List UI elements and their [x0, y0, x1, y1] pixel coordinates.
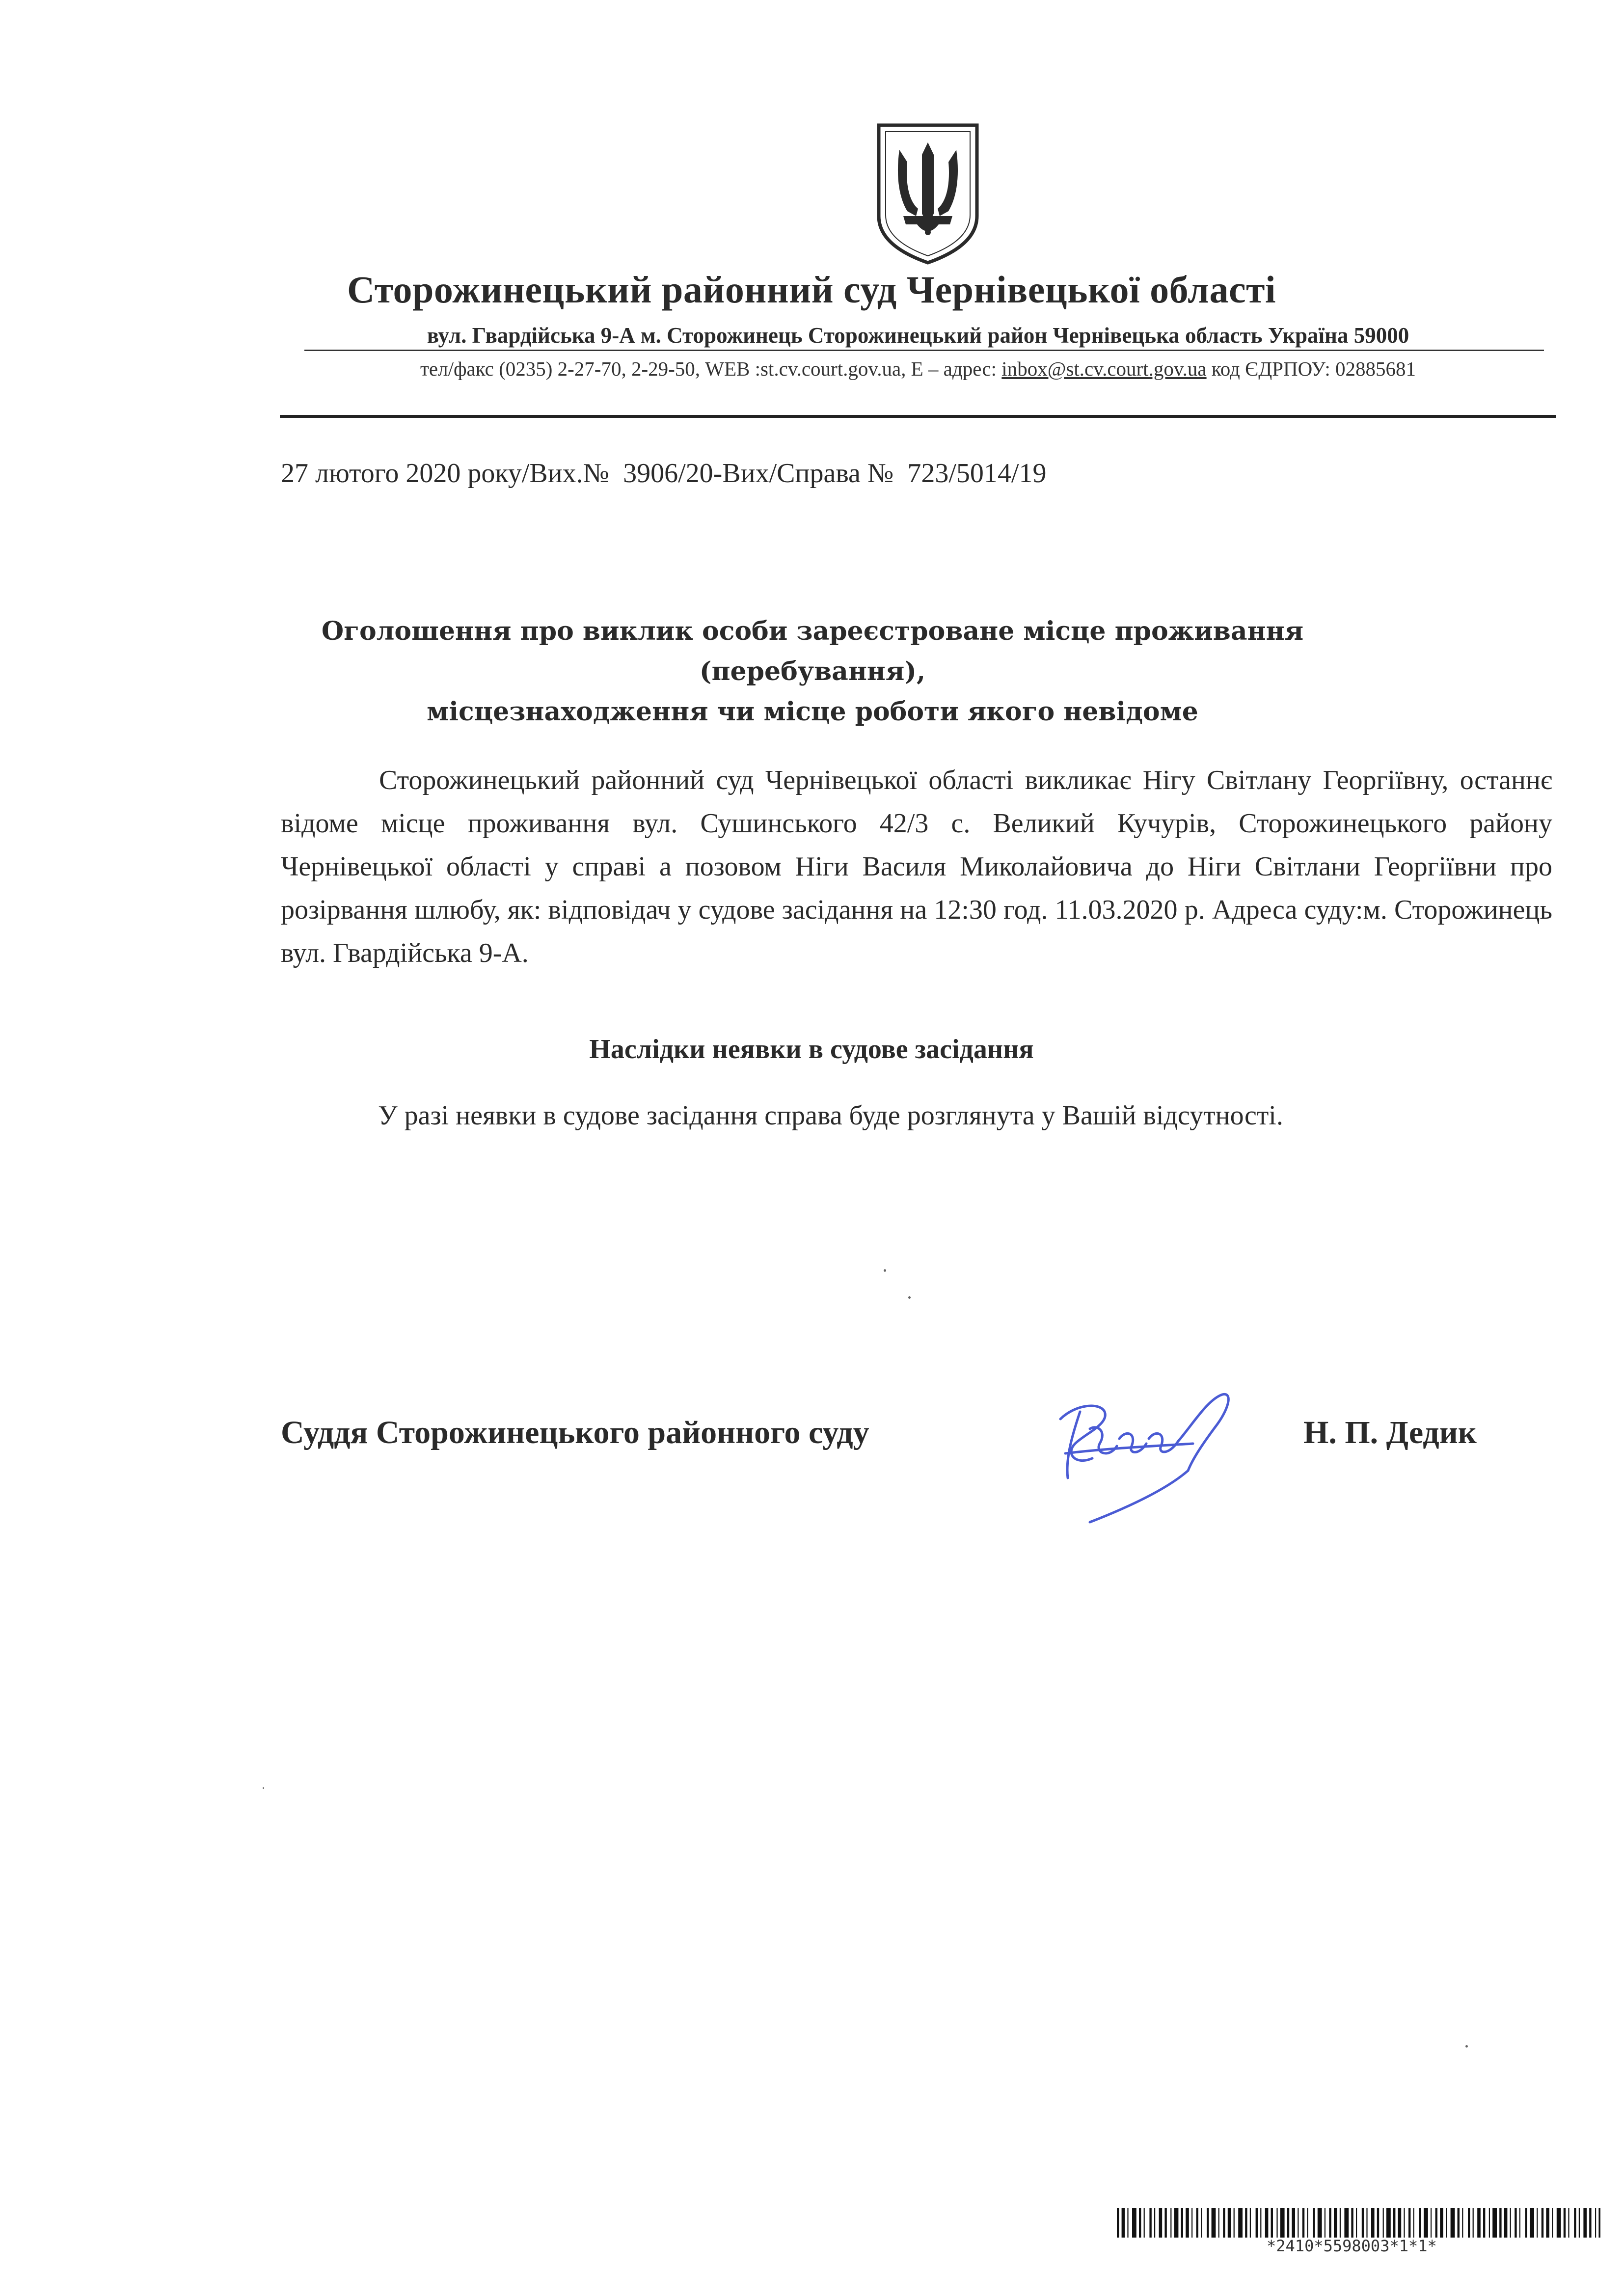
barcode-bar	[1122, 2208, 1125, 2238]
notice-body: Сторожинецький районний суд Чернівецької області викликає Нігу Світлану Георгіївну, останнє відоме місце проживання вул. Сушинського 42/3 с. Великий Кучурів, Сторожинецького району Чернівецької області у справі а позовом Ніги Василя Миколайовича до Ніги Світлани Георгіївни про розірвання шлюбу, як: відповідач у судове засідання на 12:30 год. 11.03.2020 р. Адреса суду:м. Сторожинець вул. Гвардійська 9-А.	[281, 765, 1552, 968]
consequences-title: Наслідки неявки в судове засідання	[589, 1034, 1034, 1065]
scan-speck	[908, 1296, 911, 1299]
barcode-bar	[1473, 2208, 1474, 2238]
barcode-bar	[1371, 2208, 1375, 2238]
barcode-bar	[1313, 2208, 1315, 2238]
barcode-bar	[1598, 2208, 1600, 2238]
barcode-bar	[1362, 2208, 1364, 2238]
consequences-text: У разі неявки в судове засідання справа буде розглянута у Вашій відсутності.	[378, 1100, 1283, 1131]
barcode-bar	[1201, 2208, 1202, 2238]
barcode-bar	[1212, 2208, 1216, 2238]
barcode-bar	[1329, 2208, 1331, 2238]
barcode-bar	[1144, 2208, 1145, 2238]
barcode-bar	[1413, 2208, 1414, 2238]
contacts-prefix: тел/факс (0235) 2-27-70, 2-29-50, WEB :st.cv.court.gov.ua, Е – адрес:	[420, 357, 1002, 380]
judge-name: Н. П. Дедик	[1303, 1415, 1477, 1450]
court-contacts	[295, 357, 1542, 381]
barcode-bar	[1276, 2208, 1277, 2238]
barcode-bar	[1127, 2208, 1128, 2238]
barcode-bar	[1234, 2208, 1235, 2238]
reference-line: 27 лютого 2020 року/Вих.№ 3906/20-Вих/Справа № 723/5014/19	[281, 458, 1047, 489]
header-divider	[280, 415, 1556, 418]
barcode-bar	[1302, 2208, 1304, 2238]
barcode-bar	[1515, 2208, 1516, 2238]
scan-speck	[1465, 2045, 1468, 2048]
barcode-bar	[1318, 2208, 1322, 2238]
barcode-bar	[1408, 2208, 1410, 2238]
barcode-bar	[1132, 2208, 1136, 2238]
barcode-bar	[1564, 2208, 1566, 2238]
barcode-bar	[1181, 2208, 1183, 2238]
barcode-bar	[1499, 2208, 1501, 2238]
barcode-bar	[1435, 2208, 1437, 2238]
barcode-bar	[1250, 2208, 1251, 2238]
barcode-bar	[1245, 2208, 1247, 2238]
barcode-bar	[1265, 2208, 1269, 2238]
barcode-bar	[1287, 2208, 1289, 2238]
barcode-bar	[1159, 2208, 1163, 2238]
barcode-bar	[1424, 2208, 1428, 2238]
barcode-bar	[1139, 2208, 1141, 2238]
barcode-bar	[1404, 2208, 1405, 2238]
barcode-bar	[1504, 2208, 1508, 2238]
barcode-bar	[1170, 2208, 1171, 2238]
barcode-bar	[1271, 2208, 1273, 2238]
barcode-bar	[1595, 2208, 1596, 2238]
barcode-bar	[1574, 2208, 1576, 2238]
barcode-bar	[1238, 2208, 1243, 2238]
barcode-bar	[1579, 2208, 1580, 2238]
barcode-bar	[1468, 2208, 1470, 2238]
barcode-bar	[1446, 2208, 1447, 2238]
barcode-bar	[1419, 2208, 1421, 2238]
barcode-bar	[1510, 2208, 1511, 2238]
barcode-bar	[1377, 2208, 1379, 2238]
barcode-bar	[1149, 2208, 1151, 2238]
handwritten-signature	[1046, 1385, 1291, 1532]
barcode-bar	[1256, 2208, 1258, 2238]
barcode-bar	[1386, 2208, 1391, 2238]
barcode-bar	[1223, 2208, 1225, 2238]
scan-speck	[884, 1269, 886, 1272]
judge-title: Суддя Сторожинецького районного суду	[281, 1415, 869, 1450]
court-address: вул. Гвардійська 9-А м. Сторожинець Сторожинецький район Чернівецька область Україна 59000	[427, 323, 1409, 348]
barcode-bar	[1546, 2208, 1549, 2238]
barcode-bar	[1383, 2208, 1384, 2238]
contacts-suffix: код ЄДРПОУ: 02885681	[1206, 357, 1416, 380]
barcode-text: *2410*5598003*1*1*	[1267, 2237, 1437, 2255]
barcode-bar	[1154, 2208, 1155, 2238]
barcode-bar	[1307, 2208, 1308, 2238]
barcode-bar	[1552, 2208, 1553, 2238]
contacts-email-link[interactable]: inbox@st.cv.court.gov.ua	[1001, 357, 1207, 380]
barcode-bar	[1589, 2208, 1591, 2238]
barcode-bar	[1537, 2208, 1538, 2238]
barcode-bar	[1462, 2208, 1463, 2238]
court-name: Сторожинецький районний суд Чернівецької області	[347, 268, 1276, 311]
barcode-bar	[1451, 2208, 1455, 2238]
barcode-bar	[1334, 2208, 1337, 2238]
barcode-bar	[1164, 2208, 1166, 2238]
barcode-bar	[1525, 2208, 1527, 2238]
barcode-bar	[1530, 2208, 1534, 2238]
barcode-bar	[1366, 2208, 1367, 2238]
barcode-bar	[1568, 2208, 1569, 2238]
barcode-bar	[1218, 2208, 1219, 2238]
barcode-bar	[1196, 2208, 1198, 2238]
barcode-bar	[1542, 2208, 1543, 2238]
barcode-bar	[1483, 2208, 1485, 2238]
trident-emblem-icon	[869, 115, 987, 268]
barcode-bar	[1186, 2208, 1189, 2238]
barcode-bar	[1583, 2208, 1587, 2238]
barcode-bar	[1458, 2208, 1460, 2238]
barcode-bar	[1292, 2208, 1295, 2238]
barcode-bar	[1260, 2208, 1261, 2238]
notice-title-line-1: Оголошення про виклик особи зареєстроване місце проживання (перебування),	[321, 616, 1304, 686]
barcode-bar	[1489, 2208, 1490, 2238]
barcode-bar	[1440, 2208, 1443, 2238]
barcode-bar	[1477, 2208, 1481, 2238]
barcode-bar	[1398, 2208, 1402, 2238]
scan-speck	[263, 1787, 264, 1789]
notice-title-line-2: місцезнаходження чи місце роботи якого невідоме	[427, 697, 1198, 727]
barcode-bar	[1431, 2208, 1432, 2238]
notice-title	[245, 611, 1380, 732]
barcode-bar	[1191, 2208, 1192, 2238]
barcode-bar	[1207, 2208, 1209, 2238]
barcode-bar	[1356, 2208, 1357, 2238]
barcode-bar	[1492, 2208, 1497, 2238]
barcode-bar	[1393, 2208, 1395, 2238]
barcode-bar	[1340, 2208, 1341, 2238]
barcode-bar	[1557, 2208, 1561, 2238]
barcode-bar	[1117, 2208, 1119, 2238]
barcode-bar	[1519, 2208, 1520, 2238]
barcode-bar	[1351, 2208, 1353, 2238]
barcode-bar	[1174, 2208, 1179, 2238]
address-underline	[304, 350, 1544, 351]
barcode-icon	[1117, 2208, 1600, 2238]
barcode-bar	[1344, 2208, 1349, 2238]
barcode-bar	[1228, 2208, 1231, 2238]
barcode-bar	[1280, 2208, 1285, 2238]
